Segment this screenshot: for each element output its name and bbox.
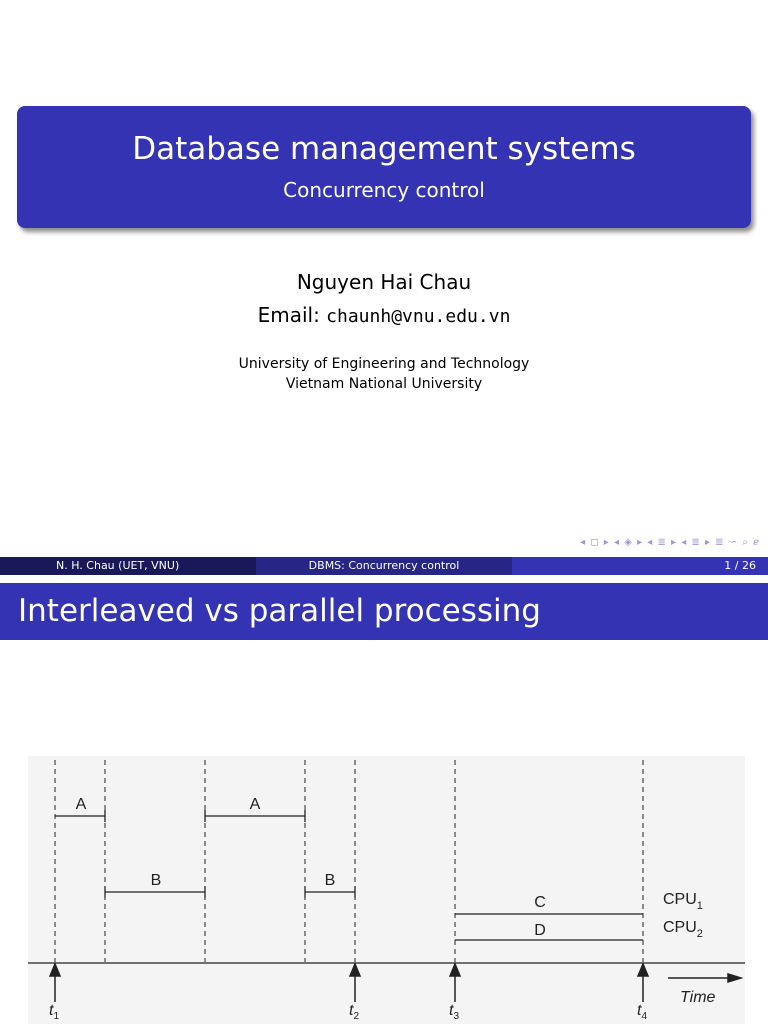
diagram-background	[28, 756, 745, 1024]
label-c: C	[534, 894, 546, 911]
footer-author: N. H. Chau (UET, VNU)	[56, 559, 180, 572]
t2-subscript: 2	[353, 1011, 360, 1022]
label-d: D	[534, 922, 546, 939]
label-a2: A	[249, 796, 261, 813]
label-time: Time	[680, 989, 716, 1006]
label-b1: B	[150, 872, 162, 889]
slide-frame-title-bar	[0, 583, 768, 640]
footer-author-box	[0, 557, 256, 575]
cpu1-subscript: 1	[696, 900, 703, 912]
author-name: Nguyen Hai Chau	[296, 270, 472, 294]
t2-text: t	[349, 1002, 354, 1019]
beamer-navigation-symbols[interactable]: ◂ ◻ ▸ ◂ ◈ ▸ ◂ ≣ ▸ ◂ ≣ ▸ ≣ ∽ ⌕ ℯ	[580, 537, 760, 548]
slide-frame-title: Interleaved vs parallel processing	[18, 593, 541, 629]
footer-page-box	[512, 557, 768, 575]
footer-title-box	[256, 557, 512, 575]
presentation-title: Database management systems	[132, 131, 636, 167]
label-b2: B	[324, 872, 336, 889]
email-address: chaunh@vnu.edu.vn	[326, 306, 511, 327]
cpu1-text: CPU	[663, 891, 697, 908]
cpu2-subscript: 2	[696, 928, 703, 940]
footer-title: DBMS: Concurrency control	[308, 559, 460, 572]
presentation-subtitle: Concurrency control	[283, 178, 485, 202]
t3-text: t	[449, 1002, 454, 1019]
label-a1: A	[75, 796, 87, 813]
t4-subscript: 4	[641, 1011, 648, 1022]
slide-footer	[0, 557, 768, 575]
email-label: Email:	[257, 303, 320, 327]
cpu2-text: CPU	[663, 919, 697, 936]
t1-subscript: 1	[53, 1011, 60, 1022]
author-email-line	[0, 303, 768, 327]
institution-line-2: Vietnam National University	[285, 376, 483, 392]
title-block	[17, 106, 751, 228]
interleaved-parallel-diagram	[0, 640, 768, 1024]
t3-subscript: 3	[453, 1011, 460, 1022]
institution-line-1: University of Engineering and Technology	[238, 356, 530, 372]
footer-page-number: 1 / 26	[724, 559, 756, 572]
t1-text: t	[49, 1002, 54, 1019]
t4-text: t	[637, 1002, 642, 1019]
